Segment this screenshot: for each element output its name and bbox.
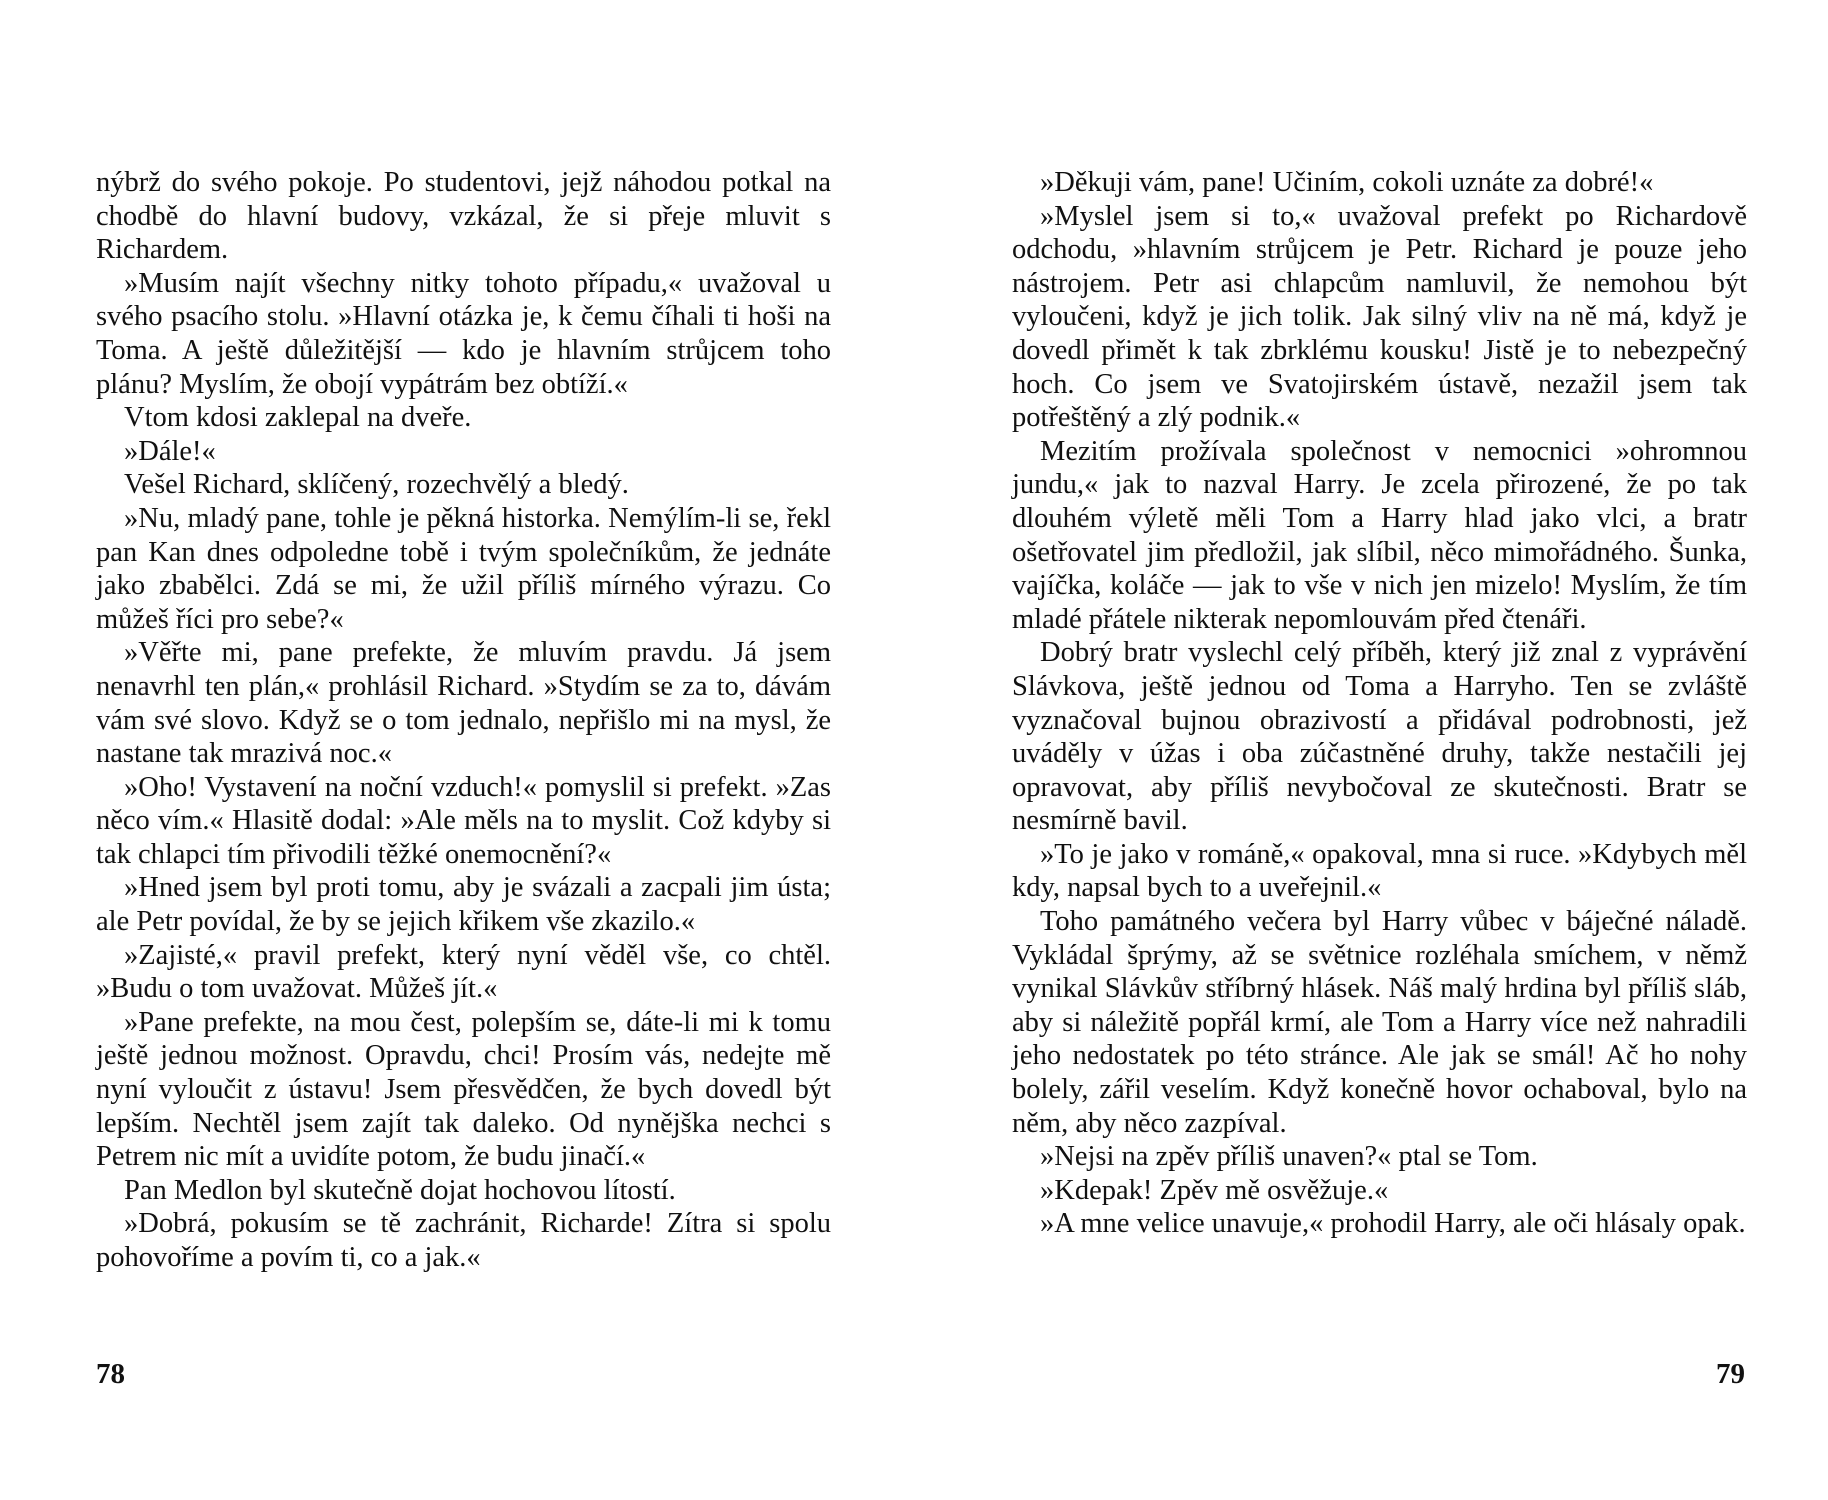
page-number: 79 — [1716, 1358, 1745, 1390]
paragraph: »Věřte mi, pane prefekte, že mluvím pravdu. Já jsem nenavrhl ten plán,« prohlásil Richard. »Stydím se za to, dávám vám své slovo. Když se o tom jednalo, nepřišlo mi na mysl, že nastane tak mrazivá noc.« — [96, 637, 831, 770]
paragraph: »Nu, mladý pane, tohle je pěkná historka. Nemýlím-li se, řekl pan Kan dnes odpoledne tobě i tvým společníkům, že jednáte jako zbabělci. Zdá se mi, že užil příliš mírného výrazu. Co můžeš říci pro sebe?« — [96, 502, 831, 635]
paragraph: »Děkuji vám, pane! Učiním, cokoli uznáte za dobré!« — [1040, 167, 1654, 198]
paragraph: Toho památného večera byl Harry vůbec v báječné náladě. Vykládal šprýmy, až se světnice rozléhala smíchem, v němž vynikal Slávkův stříbrný hlásek. Náš malý hrdina byl příliš sláb, aby si náležitě popřál krmí, ale Tom a Harry více než nahradili jeho nedostatek po této stránce. Ale jak se smál! Ač ho nohy bolely, zářil veselím. Když konečně hovor ochaboval, bylo na něm, aby něco zazpíval. — [1012, 906, 1747, 1139]
paragraph: »Musím najít všechny nitky tohoto případu,« uvažoval u svého psacího stolu. »Hlavní otázka je, k čemu číhali ti hoši na Toma. A ještě důležitější — kdo je hlavním strůjcem toho plánu? Myslím, že obojí vypátrám bez obtíží.« — [96, 267, 831, 400]
paragraph: »To je jako v románě,« opakoval, mna si ruce. »Kdybych měl kdy, napsal bych to a uveřejnil.« — [1012, 838, 1747, 904]
left-page-text — [96, 166, 831, 1275]
paragraph: »Dobrá, pokusím se tě zachránit, Richarde! Zítra si spolu pohovoříme a povím ti, co a jak.« — [96, 1208, 831, 1273]
paragraph: »Myslel jsem si to,« uvažoval prefekt po Richardově odchodu, »hlavním strůjcem je Petr. Richard je pouze jeho nástrojem. Petr asi chlapcům namluvil, že nemohou být vyloučeni, když je jich tolik. Jak silný vliv na ně má, když je dovedl přimět k tak zbrklému kousku! Jistě je to nebezpečný hoch. Co jsem ve Svatojirském ústavě, nezažil jsem tak potřeštěný a zlý podnik.« — [1012, 200, 1747, 434]
paragraph: »Hned jsem byl proti tomu, aby je svázali a zacpali jim ústa; ale Petr povídal, že by se jejich křikem vše zkazilo.« — [96, 872, 831, 938]
paragraph: »Zajisté,« pravil prefekt, který nyní věděl vše, co chtěl. »Budu o tom uvažovat. Můžeš jít.« — [96, 939, 831, 1005]
paragraph: »A mne velice unavuje,« prohodil Harry, ale oči hlásaly opak. — [1040, 1208, 1746, 1240]
paragraph: »Dále!« — [124, 435, 216, 467]
paragraph: »Pane prefekte, na mou čest, polepším se, dáte-li mi k tomu ještě jednou možnost. Opravdu, chci! Prosím vás, nedejte mě nyní vyloučit z ústavu! Jsem přesvědčen, že bych dovedl být lepším. Nechtěl jsem zajít tak daleko. Od nynějška nechci s Petrem nic mít a uvidíte potom, že budu jinačí.« — [96, 1006, 831, 1173]
page-number: 78 — [96, 1358, 125, 1390]
paragraph: Vešel Richard, sklíčený, rozechvělý a bledý. — [124, 469, 629, 501]
paragraph: »Nejsi na zpěv příliš unaven?« ptal se Tom. — [1040, 1141, 1538, 1173]
paragraph: Pan Medlon byl skutečně dojat hochovou lítostí. — [124, 1174, 676, 1206]
paragraph: Vtom kdosi zaklepal na dveře. — [124, 402, 472, 434]
paragraph: nýbrž do svého pokoje. Po studentovi, jejž náhodou potkal na chodbě do hlavní budovy, vzkázal, že si přeje mluvit s Richardem. — [96, 167, 831, 266]
paragraph: Dobrý bratr vyslechl celý příběh, který již znal z vyprávění Slávkova, ještě jednou od Toma a Harryho. Ten se zvláště vyznačoval bujnou obrazivostí a přidával podrobnosti, jež uváděly v úžas i oba zúčastněné druhy, takže nestačili jej opravovat, aby příliš nevybočoval ze skutečnosti. Bratr se nesmírně bavil. — [1012, 637, 1747, 837]
right-page-text — [1012, 166, 1747, 1241]
paragraph: »Oho! Vystavení na noční vzduch!« pomyslil si prefekt. »Zas něco vím.« Hlasitě dodal: »Ale měls na to myslit. Což kdyby si tak chlapci tím přivodili těžké onemocnění?« — [96, 771, 831, 870]
paragraph: Mezitím prožívala společnost v nemocnici »ohromnou jundu,« jak to nazval Harry. Je zcela přirozené, že po tak dlouhém výletě měli Tom a Harry hlad jako vlci, a bratr ošetřovatel jim předložil, jak slíbil, něco mimořádného. Šunka, vajíčka, koláče — jak to vše v nich jen mizelo! Myslím, že tím mladé přátele nikterak nepomlouvám před čtenáři. — [1012, 435, 1747, 635]
paragraph: »Kdepak! Zpěv mě osvěžuje.« — [1040, 1174, 1389, 1206]
right-page — [914, 0, 1828, 1500]
